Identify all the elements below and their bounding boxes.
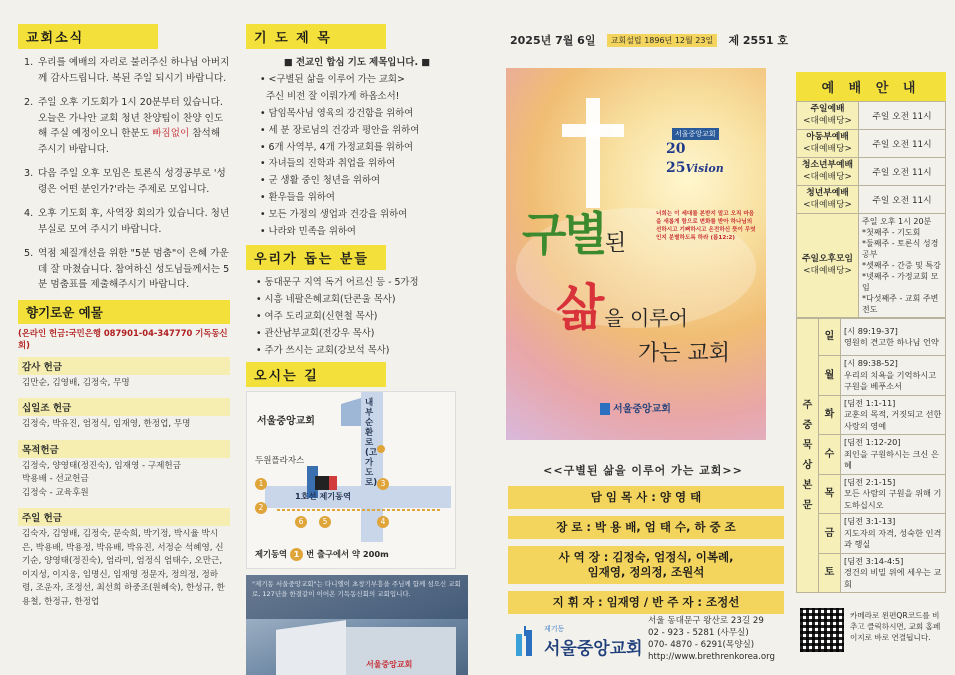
prayer-item xyxy=(260,224,468,241)
worship-time: 주일 오전 11시 xyxy=(859,102,946,130)
prayer-item-text: 세 분 장로님의 건강과 평안을 위하여 xyxy=(268,124,420,136)
bible-row xyxy=(797,319,946,356)
staff-bar: 지 휘 자 : 임재영 / 반 주 자 : 조정선 xyxy=(508,591,784,614)
afternoon-time: 주일 오후 1시 20분 xyxy=(862,217,932,226)
map-exit-marker: 4 xyxy=(377,516,389,528)
website-link[interactable]: http://www.brethrenkorea.org xyxy=(648,652,775,662)
directions-title: 오시는 길 xyxy=(246,362,386,387)
exit-text: 번 출구에서 약 200m xyxy=(306,549,389,560)
notice-number: 1. xyxy=(24,57,34,68)
qr-code[interactable] xyxy=(800,608,844,652)
bullet-icon: • xyxy=(260,73,269,85)
prayer-item xyxy=(260,123,468,140)
prayer-item xyxy=(260,72,468,89)
support-list xyxy=(256,274,468,359)
bible-summary: 우리의 치욕을 기억하시고 구원을 베푸소서 xyxy=(844,369,937,391)
notice-number: 5. xyxy=(24,248,34,259)
bible-side-label xyxy=(797,319,819,593)
worship-row-afternoon xyxy=(797,214,946,318)
worship-name: 주일예배 xyxy=(810,104,845,114)
bible-ref: [시 89:19-37] xyxy=(844,325,898,336)
worship-place: <대예배당> xyxy=(803,199,852,210)
church-theme: <<구별된 삶을 이루어 가는 교회>> xyxy=(543,464,743,477)
afternoon-schedule xyxy=(859,214,946,318)
staff-list xyxy=(498,486,788,614)
support-item xyxy=(256,291,468,308)
bible-ref: [딤전 3:14-4:5] xyxy=(844,555,904,566)
offering-group-names: 김정숙, 양영태(정진숙), 임재영 - 구제헌금 박용배 - 선교헌금 김정숙 - 교육후원 xyxy=(22,460,182,498)
support-item xyxy=(256,325,468,342)
bible-reading xyxy=(841,395,946,435)
notice-text xyxy=(38,95,230,157)
notices-section xyxy=(18,24,230,293)
bible-reading xyxy=(841,553,946,593)
worship-name-cell xyxy=(797,130,859,158)
worship-row xyxy=(797,130,946,158)
notice-item xyxy=(24,206,230,237)
bible-day: 금 xyxy=(819,514,841,554)
church-photo xyxy=(246,575,468,675)
bible-row xyxy=(797,435,946,475)
staff-bar: 담 임 목 사 : 양 영 태 xyxy=(508,486,784,509)
bible-side-char: 중 xyxy=(802,419,813,431)
bible-ref: [시 89:38-52] xyxy=(844,358,898,368)
prayer-item-text: <구별된 삶을 이루어 가는 교회> xyxy=(268,73,405,85)
bible-summary: 모든 사람의 구원을 위해 기도하십시오 xyxy=(844,488,942,510)
prayer-item-text: 환우들을 위하여 xyxy=(268,192,335,204)
map-exit-info xyxy=(255,548,389,561)
map-church-label: 서울중앙교회 xyxy=(257,415,315,427)
bible-reading xyxy=(841,319,946,356)
bullet-icon: • xyxy=(256,293,265,305)
staff-bar: 장 로 : 박 용 배, 엄 태 수, 하 중 조 xyxy=(508,516,784,539)
bullet-icon: • xyxy=(256,276,265,288)
bible-reading xyxy=(841,356,946,396)
prayer-item-text: 주신 비전 잘 이뤄가게 하옵소서! xyxy=(266,90,400,102)
bible-side-char: 상 xyxy=(802,459,813,471)
support-item-text: 시흥 네팔은혜교회(단콘울 목사) xyxy=(264,293,396,305)
notice-text: 역점 체질개선을 위한 "5분 멈춤"이 은혜 가운데 잘 마쳤습니다. 참여하신 성도님들께서는 5분 멈춤표를 제출해주시기 바랍니다. xyxy=(38,248,230,290)
worship-name-cell xyxy=(797,186,859,214)
cover-title-2 xyxy=(556,268,688,340)
bullet-icon: • xyxy=(260,226,269,238)
offering-account: (온라인 헌금:국민은행 087901-04-347770 기독동신회) xyxy=(18,327,228,350)
bible-day: 화 xyxy=(819,395,841,435)
notice-item xyxy=(24,246,230,293)
worship-name-cell xyxy=(797,158,859,186)
bible-summary: 죄인을 구원하시는 크신 은혜 xyxy=(844,448,939,470)
bible-ref: [딤전 2:1-15] xyxy=(844,476,896,487)
prayer-item-text: 6개 사역부, 4개 가정교회를 위하여 xyxy=(268,141,414,153)
offering-group-title: 십일조 헌금 xyxy=(18,398,230,416)
bullet-icon: • xyxy=(256,327,265,339)
footer-logo-small: 제기동 xyxy=(544,625,565,633)
prayer-title: 기 도 제 목 xyxy=(246,24,386,49)
afternoon-w3: *셋째주 - 간증 및 특강 xyxy=(862,261,941,270)
cover-title-3: 가는 교회 xyxy=(638,341,731,366)
worship-title: 예 배 안 내 xyxy=(796,72,946,101)
map-exit-marker: 6 xyxy=(295,516,307,528)
cover-logo xyxy=(600,400,671,415)
bible-side-char: 묵 xyxy=(802,439,813,451)
bible-day: 목 xyxy=(819,474,841,514)
title-word-2: 삶 xyxy=(556,279,605,337)
offering-group-title: 감사 헌금 xyxy=(18,357,230,375)
notices-list xyxy=(24,55,230,293)
bulletin-header xyxy=(498,32,788,48)
prayer-list xyxy=(260,55,468,241)
office-phone: 02 - 923 - 5281 (사무실) xyxy=(648,628,749,638)
offering-groups xyxy=(18,357,230,612)
title-suffix-2: 을 이루어 xyxy=(604,306,688,330)
prayer-item-text: 담임목사님 영육의 강건함을 위하여 xyxy=(268,107,414,119)
offering-title: 향기로운 예물 xyxy=(18,300,230,324)
map-exit-marker: 1 xyxy=(255,478,267,490)
contact-info xyxy=(648,615,788,663)
vision-word: Vision xyxy=(685,162,724,175)
bible-side-char: 문 xyxy=(802,499,813,511)
bullet-icon: • xyxy=(260,141,269,153)
bullet-icon: • xyxy=(260,107,269,119)
prayer-item xyxy=(260,173,468,190)
vision-year-b: 25 xyxy=(666,160,686,176)
map-station-label: 1호선 제기동역 xyxy=(295,490,352,501)
worship-name-cell xyxy=(797,102,859,130)
bullet-icon: • xyxy=(260,192,269,204)
founded-date: 교회설립 1896년 12월 23일 xyxy=(607,34,717,47)
bible-row xyxy=(797,514,946,554)
prayer-item xyxy=(260,140,468,157)
map-exit-marker: 5 xyxy=(319,516,331,528)
notice-text-pre: 주일 오후 기도회가 1시 20분부터 있습니다. 오늘은 가나안 교회 청년 찬양팀이 찬양 인도해 주실 예정이오니 한분도 xyxy=(38,97,224,139)
bible-row xyxy=(797,553,946,593)
notice-text: 오후 기도회 후, 사역장 회의가 있습니다. 청년부실로 모여 주시기 바랍니다. xyxy=(38,208,230,235)
offering-group-title: 주일 헌금 xyxy=(18,508,230,526)
photo-caption: "제기동 서울중앙교회"는 다니엘이 초창기부흥을 주님께 함께 섬으신 교회로, 127년을 한결같이 이어온 기독동신회의 교회입니다. xyxy=(252,579,461,598)
prayer-item-text: 모든 가정의 생업과 건강을 위하여 xyxy=(268,209,408,221)
worship-row xyxy=(797,186,946,214)
map-road-label: 내부순환로(고가도로) xyxy=(365,397,378,488)
prayer-item xyxy=(260,190,468,207)
notice-number: 2. xyxy=(24,97,34,108)
notice-item xyxy=(24,166,230,197)
bullet-icon: • xyxy=(260,209,269,221)
worship-table xyxy=(796,101,946,318)
offering-group-names: 김정숙, 박유진, 엄정식, 임재영, 한정업, 무명 xyxy=(22,419,191,429)
pastor-phone: 070- 4870 - 6291(목양실) xyxy=(648,640,755,650)
title-word-1: 구별 xyxy=(522,207,605,261)
vision-logo xyxy=(666,138,724,176)
bulletin-date: 2025년 7월 6일 xyxy=(510,34,596,47)
offering-group-title: 목적헌금 xyxy=(18,440,230,458)
bible-row xyxy=(797,474,946,514)
bible-summary: 지도자의 자격, 성숙한 인격과 행실 xyxy=(844,527,942,549)
worship-time: 주일 오전 11시 xyxy=(859,158,946,186)
support-item xyxy=(256,342,468,359)
offering-section xyxy=(18,300,230,612)
qr-instructions: 카메라로 왼편QR코드를 비추고 클릭하시면, 교회 홈페이지로 바로 연결됩니다. xyxy=(850,611,941,642)
bible-day: 일 xyxy=(819,319,841,356)
worship-place: <대예배당> xyxy=(803,265,852,276)
exit-number-badge: 1 xyxy=(290,548,303,561)
column-worship xyxy=(796,0,946,675)
bible-reading xyxy=(841,435,946,475)
column-notices xyxy=(18,0,230,675)
bible-reading xyxy=(841,514,946,554)
cover-logo-text: 서울중앙교회 xyxy=(613,404,671,415)
column-prayer xyxy=(246,0,468,675)
bible-day: 토 xyxy=(819,553,841,593)
bible-day: 수 xyxy=(819,435,841,475)
prayer-item-text: 자녀들의 진학과 취업을 위하여 xyxy=(268,158,396,170)
support-item-text: 동대문구 지역 독거 어르신 등 - 5가정 xyxy=(264,276,419,288)
bible-ref: [딤전 1:1-11] xyxy=(844,397,896,408)
worship-place: <대예배당> xyxy=(803,115,852,126)
issue-number: 제 2551 호 xyxy=(728,34,788,47)
afternoon-w2: *둘째주 - 토론식 성경공부 xyxy=(862,239,939,259)
worship-name-cell xyxy=(797,214,859,318)
bullet-icon: • xyxy=(256,310,265,322)
church-logo-icon xyxy=(600,403,610,415)
worship-row xyxy=(797,102,946,130)
worship-place: <대예배당> xyxy=(803,143,852,154)
prayer-item xyxy=(260,156,468,173)
notice-highlight: 빠짐없이 xyxy=(152,128,190,139)
notice-number: 3. xyxy=(24,168,34,179)
bullet-icon: • xyxy=(260,158,269,170)
exit-station: 제기동역 xyxy=(255,549,288,560)
directions-section xyxy=(246,362,468,675)
notice-text-post: 참석해 주시기 바랍니다. xyxy=(38,128,221,155)
prayer-item xyxy=(260,106,468,123)
bible-ref: [딤전 1:12-20] xyxy=(844,437,901,447)
notice-text: 다음 주일 오후 모임은 토론식 성경공부로 '성령은 어떤 분인가?'라는 주제로 모입니다. xyxy=(38,168,226,195)
bible-summary: 영원히 견고한 하나님 언약 xyxy=(844,337,939,347)
afternoon-w1: *첫째주 - 기도회 xyxy=(862,228,921,237)
worship-name: 주일오후모임 xyxy=(802,254,853,264)
column-cover xyxy=(498,0,788,675)
staff-bar: 사 역 장 : 김정숙, 엄정식, 이복례, 임재영, 정의정, 조원석 xyxy=(508,546,784,584)
bible-reading-table xyxy=(796,318,946,593)
notices-title: 교회소식 xyxy=(18,24,158,49)
footer-logo-text: 서울중앙교회 xyxy=(544,639,643,659)
bible-summary: 교훈의 목적, 거짓되고 선한 사랑의 영예 xyxy=(844,409,942,431)
church-logo-icon xyxy=(512,626,540,658)
bible-side-char: 본 xyxy=(802,479,813,491)
church-address: 서울 동대문구 왕산로 23길 29 xyxy=(648,616,764,626)
worship-name: 청소년부예배 xyxy=(802,160,853,170)
bible-side-char: 주 xyxy=(802,399,813,411)
prayer-heading: ■ 전교인 합심 기도 제목입니다. ■ xyxy=(283,57,431,68)
worship-time: 주일 오전 11시 xyxy=(859,186,946,214)
worship-name: 청년부예배 xyxy=(806,188,849,198)
support-item-text: 주가 쓰시는 교회(강보석 목사) xyxy=(264,344,390,356)
notice-text: 우리를 예배의 자리로 불러주신 하나님 아버지께 감사드립니다. 복된 주일 되시기 바랍니다. xyxy=(38,57,230,84)
prayer-item xyxy=(260,207,468,224)
support-title: 우리가 돕는 분들 xyxy=(246,245,386,270)
bible-row xyxy=(797,356,946,396)
bullet-icon: • xyxy=(260,124,269,136)
afternoon-w5: *다섯째주 - 교회 주변전도 xyxy=(862,294,939,314)
map-exit-marker: 2 xyxy=(255,502,267,514)
bible-row xyxy=(797,395,946,435)
worship-row xyxy=(797,158,946,186)
prayer-item xyxy=(266,89,468,106)
photo-sign: 서울중앙교회 xyxy=(366,659,413,669)
prayer-item-text: 나라와 민족을 위하여 xyxy=(268,226,356,238)
directions-map xyxy=(246,391,456,569)
support-section xyxy=(246,245,468,359)
cover-title-1 xyxy=(522,198,623,264)
prayer-section xyxy=(246,24,468,241)
title-suffix-1: 된 xyxy=(604,231,624,256)
bible-summary: 경건의 비밀 위에 세우는 교회 xyxy=(844,567,942,589)
support-item xyxy=(256,308,468,325)
notice-number: 4. xyxy=(24,208,34,219)
notice-item xyxy=(24,55,230,86)
support-item xyxy=(256,274,468,291)
bible-reading xyxy=(841,474,946,514)
worship-time: 주일 오전 11시 xyxy=(859,130,946,158)
prayer-item-text: 군 생활 중인 청년을 위하여 xyxy=(268,175,381,187)
bullet-icon: • xyxy=(256,344,265,356)
cover-verse: 너희는 이 세대를 본받지 말고 오직 마음을 새롭게 함으로 변화를 받아 하나님의 선하시고 기뻐하시고 온전하신 뜻이 무엇인지 분별하도록 하라 (롬12:2) xyxy=(656,211,756,241)
notice-item xyxy=(24,95,230,157)
support-item-text: 여주 도리교회(신현철 목사) xyxy=(264,310,378,322)
support-item-text: 관산남부교회(전강우 목사) xyxy=(264,327,375,339)
offering-group-names: 김만순, 김영배, 김정숙, 무명 xyxy=(22,377,130,388)
offering-group-names: 김숙자, 김영배, 김정숙, 문숙희, 박기정, 박시율 박시은, 박용배, 박용정, 박유배, 박유진, 서정순 석혜영, 신기순, 양영태(정진숙), 엄라미, 엄정식 엄태수, 오만근, 이지성, 이지웅, 임명신, 임재영 정문자, 정의정, 정하령, 조운자, 조정선, 최선희 하중조(원혜숙), 한성규, 한용철, 한정규, 한정업 xyxy=(22,529,225,607)
vision-year-a: 20 xyxy=(666,141,686,157)
worship-name: 아동부예배 xyxy=(806,132,849,142)
map-exit-marker: 3 xyxy=(377,478,389,490)
map-building-label: 두원플라자스 xyxy=(255,455,305,466)
worship-place: <대예배당> xyxy=(803,171,852,182)
bullet-icon: • xyxy=(260,175,269,187)
cover-art xyxy=(506,68,766,440)
bible-ref: [딤전 3:1-13] xyxy=(844,516,896,526)
cover-church-tag: 서울중앙교회 xyxy=(672,128,719,140)
afternoon-w4: *넷째주 - 가정교회 모임 xyxy=(862,272,939,292)
bible-day: 월 xyxy=(819,356,841,396)
